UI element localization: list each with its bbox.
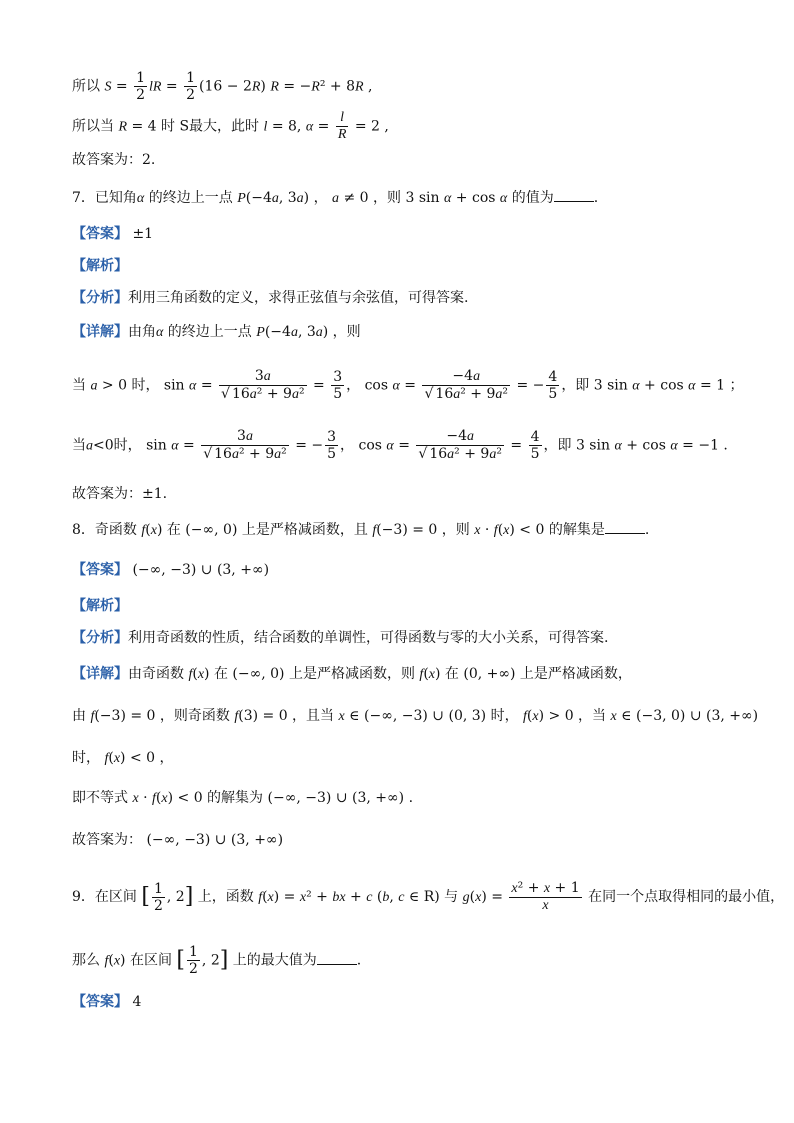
analysis-header (72, 256, 128, 276)
analysis-tag: 【解析】 (72, 598, 128, 614)
answer-line: 故答案为：±1. (72, 486, 168, 502)
answer-blank (554, 189, 594, 202)
case-negative: 当a<0时， sin α = $\frac{3a}{\text{√ 16a² + 9a²}}$ = − $\frac{3}{5}$ ， cos α = $\frac{-4a}{\text{√ 16a² + 9a²}}$ = $\frac{4}{5}$ ，即 3 sin α + cos α = −1 . (72, 428, 728, 462)
question-7: 7．已知角α 的终边上一点 P(−4a, 3a) ， a ≠ 0 ，则 3 sin α + cos α 的值为 . (72, 190, 599, 206)
question-9-cont: 那么 f(x) 在区间 [ $\frac{1}{2}$ , 2] 上的最大值为 . (72, 944, 362, 977)
detail-row: 【详解】由角α 的终边上一点 P(−4a, 3a) ，则 (72, 324, 361, 340)
solution-line: 由 f(−3) = 0 ，则奇函数 f(3) = 0 ，且当 x ∈ (−∞, −3) ∪ (0, 3) 时， f(x) > 0 ，当 x ∈ (−3, 0) ∪ (3, +∞) (72, 708, 759, 724)
fenxi-text: 利用三角函数的定义，求得正弦值与余弦值，可得答案. (128, 290, 469, 306)
solution-line: 所以 S = $\frac{1}{2}$ lR = $\frac{1}{2}$ (16 − 2R) R = −R² + 8R , (72, 70, 373, 103)
analysis-row (72, 628, 608, 648)
answer-tag: 【答案】 (72, 226, 128, 242)
detail-row: 【详解】由奇函数 f(x) 在 (−∞, 0) 上是严格减函数，则 f(x) 在 (0, +∞) 上是严格减函数， (72, 666, 632, 682)
solution-line: 即不等式 x · f(x) < 0 的解集为 (−∞, −3) ∪ (3, +∞) . (72, 790, 414, 806)
answer-row (72, 224, 153, 244)
answer-line: 故答案为：2. (72, 152, 156, 168)
analysis-row (72, 288, 468, 308)
detail-tag: 【详解】 (72, 324, 128, 340)
answer-value: (−∞, −3) ∪ (3, +∞) (132, 562, 270, 578)
question-8: 8．奇函数 f(x) 在 (−∞, 0) 上是严格减函数，且 f(−3) = 0 ，则 x · f(x) < 0 的解集是 . (72, 522, 650, 538)
answer-line: 故答案为： (−∞, −3) ∪ (3, +∞) (72, 832, 284, 848)
question-9: 9．在区间 [ $\frac{1}{2}$ , 2] 上，函数 f(x) = x² + bx + c (b, c ∈ R) 与 g(x) = $\frac{\text{x² + x + 1}}{x}$ 在同一个点取得相同的最小值， (72, 880, 785, 914)
solution-line: 所以当 R = 4 时 S最大，此时 l = 8, α = $\frac{l}{R}$ = 2 , (72, 110, 389, 142)
analysis-tag: 【解析】 (72, 258, 128, 274)
answer-row (72, 560, 269, 580)
answer-row (72, 992, 141, 1012)
detail-tag: 【详解】 (72, 666, 128, 682)
answer-value: ±1 (132, 226, 154, 242)
answer-blank (605, 521, 645, 534)
solution-line: 时， f(x) < 0 ， (72, 750, 174, 766)
answer-tag: 【答案】 (72, 562, 128, 578)
answer-tag: 【答案】 (72, 994, 128, 1010)
fenxi-text: 利用奇函数的性质，结合函数的单调性，可得函数与零的大小关系，可得答案. (128, 630, 609, 646)
fenxi-tag: 【分析】 (72, 290, 128, 306)
analysis-header (72, 596, 128, 616)
answer-value: 4 (132, 994, 142, 1010)
case-positive: 当 a > 0 时， sin α = $\frac{3a}{\text{√ 16a² + 9a²}}$ = $\frac{3}{5}$ ， cos α = $\frac{-4a}{\text{√ 16a² + 9a²}}$ = − $\frac{4}{5}$ ，即 3 sin α + cos α = 1 ； (72, 368, 744, 402)
fenxi-tag: 【分析】 (72, 630, 128, 646)
answer-blank (317, 952, 357, 965)
